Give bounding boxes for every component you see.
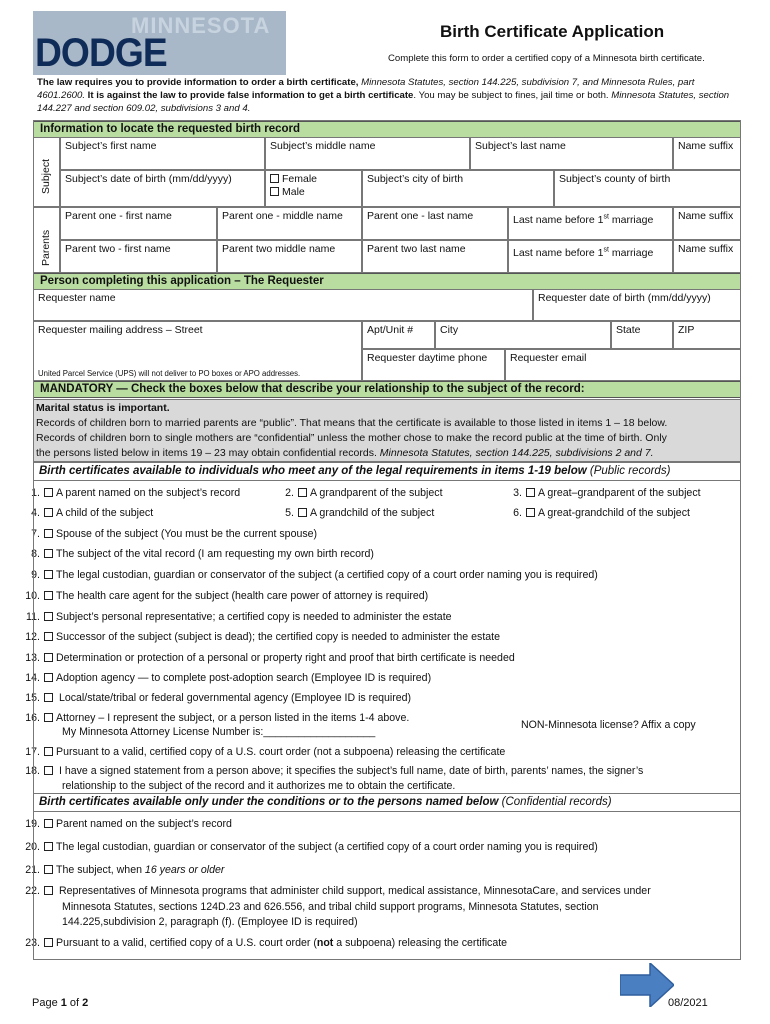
requester-zip-field[interactable] [673,321,741,349]
checkbox[interactable] [44,632,53,641]
requester-street-label: Requester mailing address – Street [38,324,203,336]
item-number: 5. [285,507,294,519]
male-label: Male [282,186,305,198]
item-number: 13. [25,652,40,664]
page-total: 2 [82,997,89,1009]
legal-italic-1: Minnesota Statutes, section 144.225, subdivision 7, and Minnesota Rules, part 4601.2600. [37,77,695,101]
item-label: Attorney – I represent the subject, or a person listed in the items 1-4 above. [56,712,410,724]
public-header-text: Birth certificates available to individuals who meet any of the legal requirements in items 1-19 below [39,465,587,477]
item-number: 23. [25,937,40,949]
parent2-suffix-field[interactable] [673,240,741,273]
page-indicator [32,997,88,1009]
item-label: A grandparent of the subject [310,487,443,499]
subject-side-label: Subject [40,158,52,194]
marital-bold: Marital status is important. [36,402,170,414]
public-header-note: (Public records) [586,465,671,477]
item-number: 19. [25,818,40,830]
item-4[interactable] [16,506,153,520]
checkbox[interactable] [44,842,53,851]
item-3[interactable] [498,486,701,500]
subject-last-name-label: Subject’s last name [475,140,566,152]
checkbox[interactable] [44,508,53,517]
parent2-maiden-label [513,247,653,259]
section-mandatory-header: MANDATORY — Check the boxes below that describe your relationship to the subject of the record: [33,381,741,398]
legal-text-3: . You may be subject to fines, jail time or both. [413,90,609,101]
checkbox[interactable] [44,549,53,558]
item-label-italic: 16 years or older [144,864,225,876]
checkbox[interactable] [44,938,53,947]
requester-street-field[interactable] [33,321,362,381]
item-number: 7. [31,528,40,540]
page-prefix: Page [32,997,61,1009]
legal-italic-4: Minnesota Statutes, section 144.227 and section 609.02, subdivisions 3 and 4. [37,90,730,114]
item-label-bold: not [316,937,334,949]
item-number: 21. [25,864,40,876]
public-records-header [33,462,741,481]
male-option[interactable] [270,186,357,199]
checkbox[interactable] [44,591,53,600]
parent1-maiden-text: Last name before 1 [513,213,604,226]
item-22-continued-2: 144.225,subdivision 2, paragraph (f). (Employee ID is required) [62,916,358,928]
checkbox[interactable] [44,819,53,828]
requester-phone-label: Requester daytime phone [367,352,488,364]
item-number: 15. [25,692,40,704]
parents-side-label-cell [33,207,60,273]
parent2-maiden-after: marriage [608,246,654,259]
item-16[interactable] [16,711,409,725]
item-label-end: a subpoena) releasing the certificate [333,937,508,949]
item-label: A great–grandparent of the subject [538,487,701,499]
parent2-first-label: Parent two - first name [65,243,171,255]
checkbox[interactable] [526,508,535,517]
parent2-suffix-label: Name suffix [678,243,734,255]
marital-line-1: Records of children born to married parents are “public”. That means that the certificate is available to those listed in items 1 – 18 below. [36,417,668,429]
parent2-first-field[interactable] [60,240,217,273]
parent1-middle-field[interactable] [217,207,362,240]
parent2-middle-label: Parent two middle name [222,243,336,255]
item-20[interactable] [16,840,598,854]
item-label: Successor of the subject (subject is dead); the certified copy is needed to administer the estate [56,631,501,643]
subject-county-field[interactable] [554,170,741,207]
item-number: 4. [31,507,40,519]
male-checkbox[interactable] [270,187,279,196]
parent1-first-label: Parent one - first name [65,210,172,222]
parent2-maiden-text: Last name before 1 [513,246,604,259]
legal-bold-2: It is against the law to provide false information to get a birth certificate [85,90,414,101]
item-label: Determination or protection of a personal or property right and proof that birth certificate is needed [56,652,515,664]
subject-first-name-field[interactable] [60,137,265,170]
checkbox[interactable] [44,713,53,722]
next-page-arrow-icon[interactable] [620,963,674,1007]
item-number: 2. [285,487,294,499]
parent1-suffix-field[interactable] [673,207,741,240]
item-14[interactable] [16,671,431,685]
female-checkbox[interactable] [270,174,279,183]
item-6[interactable] [498,506,690,520]
item-13[interactable] [16,651,515,665]
dodge-county-logo [33,11,286,75]
confidential-records-header [33,793,741,812]
item-number: 11. [26,611,40,623]
subject-name-suffix-field[interactable] [673,137,741,170]
item-number: 9. [31,569,40,581]
subject-dob-field[interactable] [60,170,265,207]
item-8[interactable] [16,547,374,561]
subject-city-field[interactable] [362,170,554,207]
requester-name-label: Requester name [38,292,116,304]
form-revision-date: 08/2021 [668,997,708,1009]
item-number: 20. [25,841,40,853]
item-label: A grandchild of the subject [310,507,435,519]
item-label: I have a signed statement from a person above; it specifies the subject’s full name, date of birth, parents’ names, the signer’s [56,765,644,777]
item-number: 18. [25,765,40,777]
parent1-last-label: Parent one - last name [367,210,474,222]
page-number: 1 [60,997,67,1009]
item-19[interactable] [16,817,232,831]
requester-apt-label: Apt/Unit # [367,324,414,336]
ups-note: United Parcel Service (UPS) will not deliver to PO boxes or APO addresses. [38,369,301,378]
section-requester-header: Person completing this application – The Requester [33,273,741,290]
item-label: Local/state/tribal or federal governmental agency (Employee ID is required) [56,692,412,704]
item-21[interactable] [16,863,224,877]
logo-state: MINNESOTA [131,13,271,38]
item-2[interactable] [270,486,443,500]
form-title: Birth Certificate Application [440,22,665,41]
legal-bold-1: The law requires you to provide information to order a birth certificate, [37,77,359,88]
item-label: Pursuant to a valid, certified copy of a U.S. court order ( [56,937,317,949]
parent1-maiden-sup: st [603,213,609,220]
item-label: The subject of the vital record (I am requesting my own birth record) [56,548,374,560]
requester-city-field[interactable] [435,321,611,349]
item-number: 8. [31,548,40,560]
item-label: Adoption agency — to complete post-adoption search (Employee ID is required) [56,672,432,684]
logo-county: DODGE [35,31,167,75]
requester-name-field[interactable] [33,289,533,321]
item-1[interactable] [16,486,240,500]
parents-side-label: Parents [40,229,52,266]
item-number: 6. [513,507,522,519]
checkbox[interactable] [44,488,53,497]
item-number: 3. [513,487,522,499]
item-22-continued-1: Minnesota Statutes, sections 124D.23 and 626.556, and tribal child support programs, Minnesota Statutes, section [62,901,599,913]
item-label: Representatives of Minnesota programs that administer child support, medical assistance, MinnesotaCare, and services under [56,885,651,897]
page-of: of [66,997,83,1009]
item-label: The subject, when [56,864,145,876]
parent1-first-field[interactable] [60,207,217,240]
parent1-suffix-label: Name suffix [678,210,734,222]
female-option[interactable] [270,173,357,186]
confidential-header-text: Birth certificates available only under the conditions or to the persons named below [39,796,499,808]
item-12[interactable] [16,630,500,644]
subject-city-label: Subject’s city of birth [367,173,464,185]
subject-county-label: Subject’s county of birth [559,173,671,185]
checkbox[interactable] [44,612,53,621]
item-label: The legal custodian, guardian or conservator of the subject (a certified copy of a court order naming you is required) [56,841,598,853]
item-label: Pursuant to a valid, certified copy of a U.S. court order (not a subpoena) releasing the certificate [56,746,506,758]
requester-city-label: City [440,324,459,336]
subject-middle-name-label: Subject’s middle name [270,140,376,152]
item-number: 17. [25,746,40,758]
checkbox[interactable] [44,653,53,662]
item-10[interactable] [16,589,428,603]
checkbox[interactable] [298,488,307,497]
legal-notice [37,76,737,115]
requester-phone-field[interactable] [362,349,505,381]
female-label: Female [282,173,318,185]
checkbox[interactable] [44,693,53,702]
item-22[interactable] [16,884,651,898]
item-label: Parent named on the subject’s record [56,818,232,830]
sex-checkbox-group [265,170,362,207]
parent2-maiden-field[interactable] [508,240,673,273]
parent1-maiden-after: marriage [608,213,654,226]
checkbox[interactable] [44,570,53,579]
item-label: A child of the subject [56,507,154,519]
requester-apt-field[interactable] [362,321,435,349]
checkbox[interactable] [44,673,53,682]
item-18-continued: relationship to the subject of the record and it authorizes me to obtain the certificate. [62,780,456,792]
item-number: 12. [25,631,40,643]
item-7[interactable] [16,527,317,541]
checkbox[interactable] [44,766,53,775]
marital-status-notice [33,399,741,462]
item-label: A parent named on the subject’s record [56,487,241,499]
item-label: A great-grandchild of the subject [538,507,690,519]
requester-email-label: Requester email [510,352,587,364]
checkbox[interactable] [44,865,53,874]
item-11[interactable] [16,610,452,624]
form-subtitle: Complete this form to order a certified copy of a Minnesota birth certificate. [388,53,705,64]
parent1-last-field[interactable] [362,207,508,240]
item-label: The health care agent for the subject (health care power of attorney is required) [56,590,429,602]
item-number: 1. [31,487,40,499]
subject-first-name-label: Subject’s first name [65,140,157,152]
checkbox[interactable] [298,508,307,517]
requester-dob-label: Requester date of birth (mm/dd/yyyy) [538,292,711,304]
item-label: The legal custodian, guardian or conservator of the subject (a certified copy of a court order naming you is required) [56,569,598,581]
item-number: 10. [25,590,40,602]
requester-state-field[interactable] [611,321,673,349]
parent2-last-label: Parent two last name [367,243,466,255]
checkbox[interactable] [44,886,53,895]
item-label: Spouse of the subject (You must be the current spouse) [56,528,318,540]
requester-dob-field[interactable] [533,289,741,321]
non-mn-license-note: NON-Minnesota license? Affix a copy [521,719,696,731]
subject-last-name-field[interactable] [470,137,673,170]
confidential-header-note: (Confidential records) [498,796,612,808]
marital-line-3: the persons listed below in items 19 – 23 may obtain confidential records. [36,447,377,459]
checkbox[interactable] [44,529,53,538]
item-9[interactable] [16,568,598,582]
item-17[interactable] [16,745,505,759]
item-number: 16. [25,712,40,724]
subject-name-suffix-label: Name suffix [678,140,734,152]
item-number: 22. [25,885,40,897]
item-number: 14. [25,672,40,684]
requester-email-field[interactable] [505,349,741,381]
parent2-middle-field[interactable] [217,240,362,273]
marital-line-3-wrap [36,446,738,461]
subject-dob-label: Subject’s date of birth (mm/dd/yyyy) [65,173,232,185]
subject-side-label-cell [33,137,60,207]
item-5[interactable] [270,506,434,520]
parent1-maiden-label [513,214,653,226]
item-23[interactable] [16,936,507,950]
section-locate-header: Information to locate the requested birth record [33,121,741,138]
marital-line-2: Records of children born to single mothers are “confidential” unless the mother chose to make the record public at the time of birth. Only [36,432,667,444]
parent2-last-field[interactable] [362,240,508,273]
subject-middle-name-field[interactable] [265,137,470,170]
parent2-maiden-sup: st [603,246,609,253]
attorney-license-line[interactable]: My Minnesota Attorney License Number is:___________________ [62,726,376,738]
item-18[interactable] [16,764,643,778]
item-label: Subject’s personal representative; a certified copy is needed to administer the estate [56,611,452,623]
parent1-maiden-field[interactable] [508,207,673,240]
requester-zip-label: ZIP [678,324,695,336]
requester-state-label: State [616,324,641,336]
item-15[interactable] [16,691,411,705]
marital-line-3-italic: Minnesota Statutes, section 144.225, subdivisions 2 and 7. [376,447,654,459]
checkbox[interactable] [526,488,535,497]
checkbox[interactable] [44,747,53,756]
parent1-middle-label: Parent one - middle name [222,210,343,222]
